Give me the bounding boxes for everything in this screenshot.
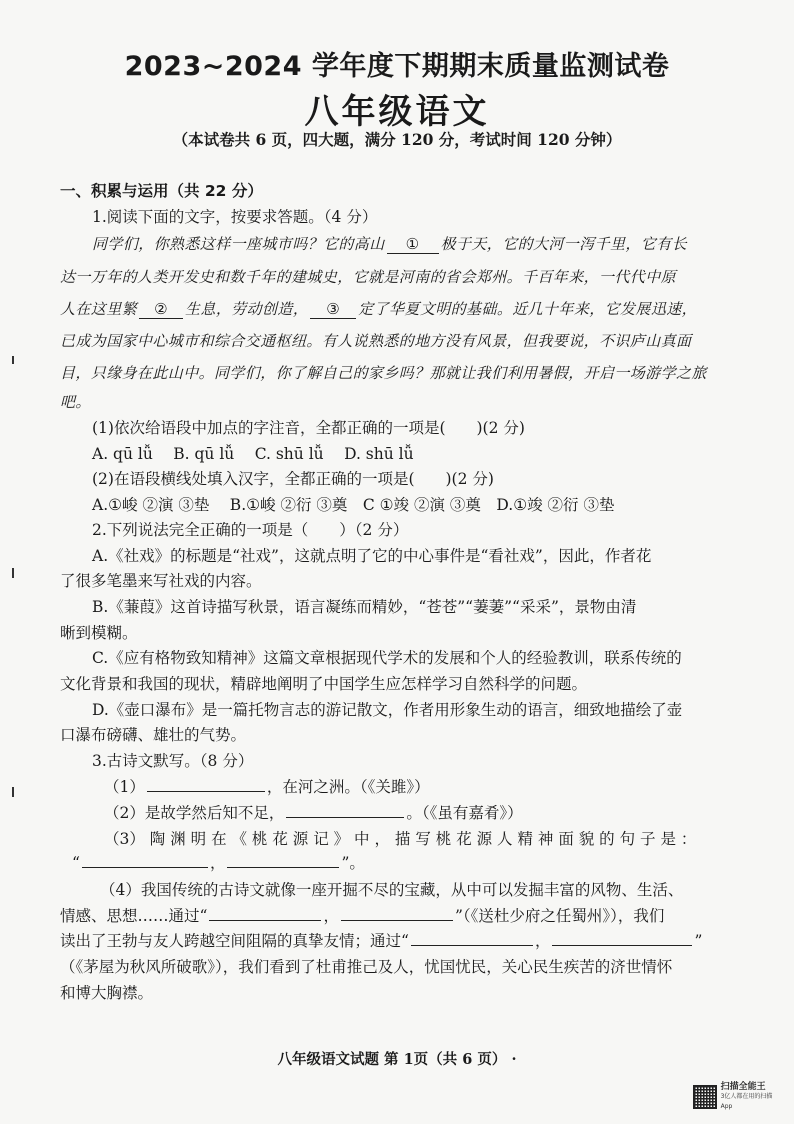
passage-text: 同学们，你熟悉这样一座城市吗？它的高山 xyxy=(92,235,385,253)
blank-2: ② xyxy=(139,300,183,319)
q1-sub2-options: A.①峻 ②演 ③垫 B.①峻 ②衍 ③奠 C ①竣 ②演 ③奠 D.①竣 ②衍 ③垫 xyxy=(92,496,615,514)
q2-option-b-line2: 晰到模糊。 xyxy=(60,624,138,642)
page-footer xyxy=(0,1048,794,1069)
scanner-watermark xyxy=(693,1084,783,1110)
answer-blank xyxy=(82,867,208,868)
passage-line-1 xyxy=(92,233,772,255)
q3-item-4-line2 xyxy=(60,905,740,927)
blank-1: ① xyxy=(387,235,439,254)
q1-sub2: (2)在语段横线处填入汉字，全都正确的一项是( )(2 分) xyxy=(92,470,494,488)
quote-mark: ”。 xyxy=(341,854,365,872)
q3-item-2 xyxy=(104,802,784,824)
q1-prompt: 1.阅读下面的文字，按要求答题。（4 分） xyxy=(92,208,378,226)
margin-mark xyxy=(12,568,14,578)
q3-item-3-answer xyxy=(72,852,752,874)
item-number: （1） xyxy=(104,778,145,796)
exam-title: 2023~2024 学年度下期期末质量监测试卷 xyxy=(124,51,670,82)
q2-prompt: 2.下列说法完全正确的一项是（ ）（2 分） xyxy=(92,521,409,539)
comma: ， xyxy=(209,854,226,872)
passage-text: 生息，劳动创造， xyxy=(185,300,309,318)
q3-item-4-line4: （《茅屋为秋风所破歌》），我们看到了杜甫推己及人，忧国忧民，关心民生疾苦的济世情怀 xyxy=(60,958,673,976)
q3-item-1 xyxy=(104,776,784,798)
q1-sub1: (1)依次给语段中加点的字注音，全都正确的一项是( )(2 分) xyxy=(92,419,525,437)
item-text: ，在河之洲。（《关雎》） xyxy=(266,778,430,796)
q3-prompt: 3.古诗文默写。（8 分） xyxy=(92,752,254,770)
passage-line-2: 达一万年的人类开发史和数千年的建城史，它就是河南的省会郑州。千百年来，一代代中原 xyxy=(60,268,677,286)
footer-text: 八年级语文试题 第 1页（共 6 页） xyxy=(277,1051,507,1068)
q1-sub1-options: A. qū lǚ B. qū lǚ C. shū lǚ D. shū lǚ xyxy=(92,445,414,463)
answer-blank xyxy=(411,945,533,946)
answer-blank xyxy=(341,920,453,921)
quote-mark: “ xyxy=(72,854,80,872)
q2-option-b-line1: B.《蒹葭》这首诗描写秋景，语言凝练而精妙，“苍苍”“萋萋”“采采”，景物由清 xyxy=(92,598,637,616)
passage-line-3 xyxy=(60,298,740,320)
quote-mark: ” xyxy=(694,932,703,950)
watermark-sub: 3亿人都在用的扫描App xyxy=(720,1093,773,1110)
subject-title: 八年级语文 xyxy=(304,92,490,132)
margin-mark xyxy=(12,356,14,364)
answer-blank xyxy=(227,867,339,868)
section-heading: 一、积累与运用（共 22 分） xyxy=(60,182,263,200)
q3-item-4-line1: （4）我国传统的古诗文就像一座开掘不尽的宝藏，从中可以发掘丰富的风物、生活、 xyxy=(100,881,684,899)
q2-option-a-line1: A.《社戏》的标题是“社戏”，这就点明了它的中心事件是“看社戏”，因此，作者花 xyxy=(92,547,652,565)
item-text: ”（《送杜少府之任蜀州》），我们 xyxy=(454,907,665,925)
comma: ， xyxy=(534,932,551,950)
passage-text: 定了华夏文明的基础。近几十年来，它发展迅速， xyxy=(358,300,698,318)
watermark-name: 扫描全能王 xyxy=(720,1082,766,1092)
passage-line-6: 吧。 xyxy=(60,393,91,411)
q2-option-c-line2: 文化背景和我国的现状，精辟地阐明了中国学生应怎样学习自然科学的问题。 xyxy=(60,675,588,693)
passage-line-5: 目，只缘身在此山中。同学们，你了解自己的家乡吗？那就让我们利用暑假，开启一场游学之旅 xyxy=(60,364,707,382)
footer-dot: · xyxy=(511,1051,517,1068)
passage-text: 人在这里繁 xyxy=(60,300,138,318)
watermark-text xyxy=(721,1082,783,1112)
comma: ， xyxy=(323,907,339,925)
blank-3: ③ xyxy=(310,300,356,319)
passage-text: 极于天，它的大河一泻千里，它有长 xyxy=(440,235,688,253)
answer-blank xyxy=(209,920,321,921)
exam-note: （本试卷共 6 页，四大题，满分 120 分，考试时间 120 分钟） xyxy=(172,130,622,149)
item-text: 情感、思想……通过“ xyxy=(60,907,208,925)
q2-option-d-line2: 口瀑布磅礴、雄壮的气势。 xyxy=(60,726,247,744)
q2-option-d-line1: D.《壶口瀑布》是一篇托物言志的游记散文，作者用形象生动的语言，细致地描绘了壶 xyxy=(92,701,683,719)
item-text: 读出了王勃与友人跨越空间阻隔的真挚友情；通过“ xyxy=(60,932,409,950)
qr-code-icon xyxy=(693,1085,717,1109)
q2-option-a-line2: 了很多笔墨来写社戏的内容。 xyxy=(60,572,262,590)
q3-item-4-line3 xyxy=(60,930,740,952)
answer-blank xyxy=(552,945,692,946)
margin-mark xyxy=(12,787,14,797)
q2-option-c-line1: C.《应有格物致知精神》这篇文章根据现代学术的发展和个人的经验教训，联系传统的 xyxy=(92,649,682,667)
answer-blank xyxy=(286,817,404,818)
item-text: 。（《虽有嘉肴》） xyxy=(406,804,523,822)
q3-item-3: （3） 陶 渊 明 在 《 桃 花 源 记 》 中 ， 描 写 桃 花 源 人 精 神 面 貌 的 句 子 是 ： xyxy=(104,830,697,848)
passage-line-4: 已成为国家中心城市和综合交通枢纽。有人说熟悉的地方没有风景，但我要说，不识庐山真面 xyxy=(60,332,692,350)
item-text: （2）是故学然后知不足， xyxy=(104,804,285,822)
q3-item-4-line5: 和博大胸襟。 xyxy=(60,984,154,1002)
answer-blank xyxy=(147,791,265,792)
